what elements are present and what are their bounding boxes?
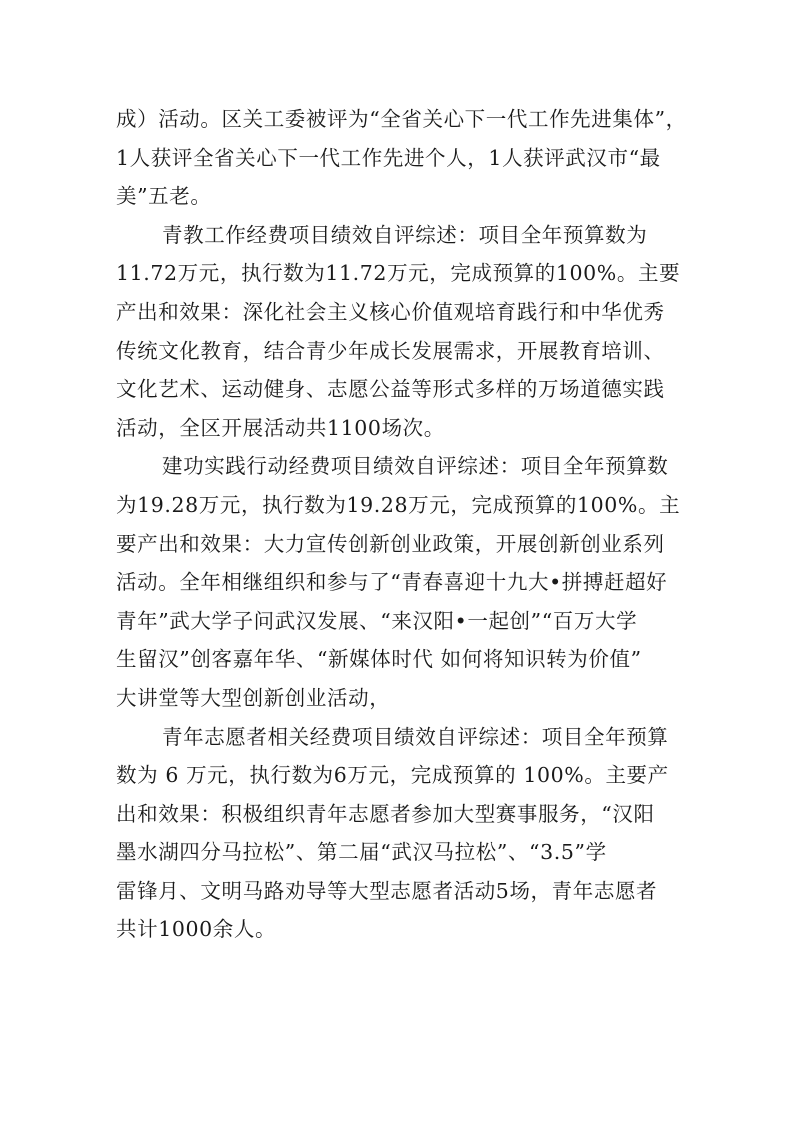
- text-line: 成）活动。区关工委被评为“全省关心下一代工作先进集体”，: [116, 107, 687, 131]
- text-line: 青教工作经费项目绩效自评综述：项目全年预算数为: [162, 222, 648, 247]
- text-line: 生留汉”创客嘉年华、“新媒体时代 如何将知识转为价值”: [116, 647, 642, 672]
- paragraph-youth-volunteer-funds: [116, 718, 692, 950]
- text-line: 11.72万元，执行数为11.72万元，完成预算的100%。主要: [116, 261, 681, 286]
- text-line: 出和效果：积极组织青年志愿者参加大型赛事服务，“汉阳: [116, 801, 655, 826]
- text-line: 1人获评全省关心下一代工作先进个人，1人获评武汉市“最: [116, 145, 661, 170]
- paragraph-youth-education-funds: [116, 216, 692, 448]
- text-line: 数为 6 万元，执行数为6万元，完成预算的 100%。主要产: [116, 763, 669, 788]
- text-line: 美”五老。: [116, 184, 212, 209]
- text-line: 为19.28万元，执行数为19.28万元，完成预算的100%。主: [116, 492, 681, 517]
- paragraph-continuation: [116, 100, 692, 216]
- text-line: 青年”武大学子问武汉发展、“来汉阳•一起创”“百万大学: [116, 608, 638, 633]
- text-line: 文化艺术、运动健身、志愿公益等形式多样的万场道德实践: [116, 377, 665, 402]
- text-line: 雷锋月、文明马路劝导等大型志愿者活动5场，青年志愿者: [116, 878, 658, 903]
- text-line: 产出和效果：深化社会主义核心价值观培育践行和中华优秀: [116, 299, 665, 324]
- document-body: [116, 100, 692, 949]
- text-line: 墨水湖四分马拉松”、第二届“武汉马拉松”、“3.5”学: [116, 840, 607, 865]
- text-line: 活动。全年相继组织和参与了“青春喜迎十九大•拼搏赶超好: [116, 570, 668, 595]
- text-line: 建功实践行动经费项目绩效自评综述：项目全年预算数: [162, 454, 669, 479]
- paragraph-practice-action-funds: [116, 447, 692, 717]
- text-line: 大讲堂等大型创新创业活动，: [116, 685, 391, 710]
- text-line: 要产出和效果：大力宣传创新创业政策，开展创新创业系列: [116, 531, 665, 556]
- text-line: 共计1000余人。: [116, 917, 277, 942]
- text-line: 传统文化教育，结合青少年成长发展需求，开展教育培训、: [116, 338, 665, 363]
- text-line: 青年志愿者相关经费项目绩效自评综述：项目全年预算: [162, 724, 669, 749]
- text-line: 活动，全区开展活动共1100场次。: [116, 415, 445, 440]
